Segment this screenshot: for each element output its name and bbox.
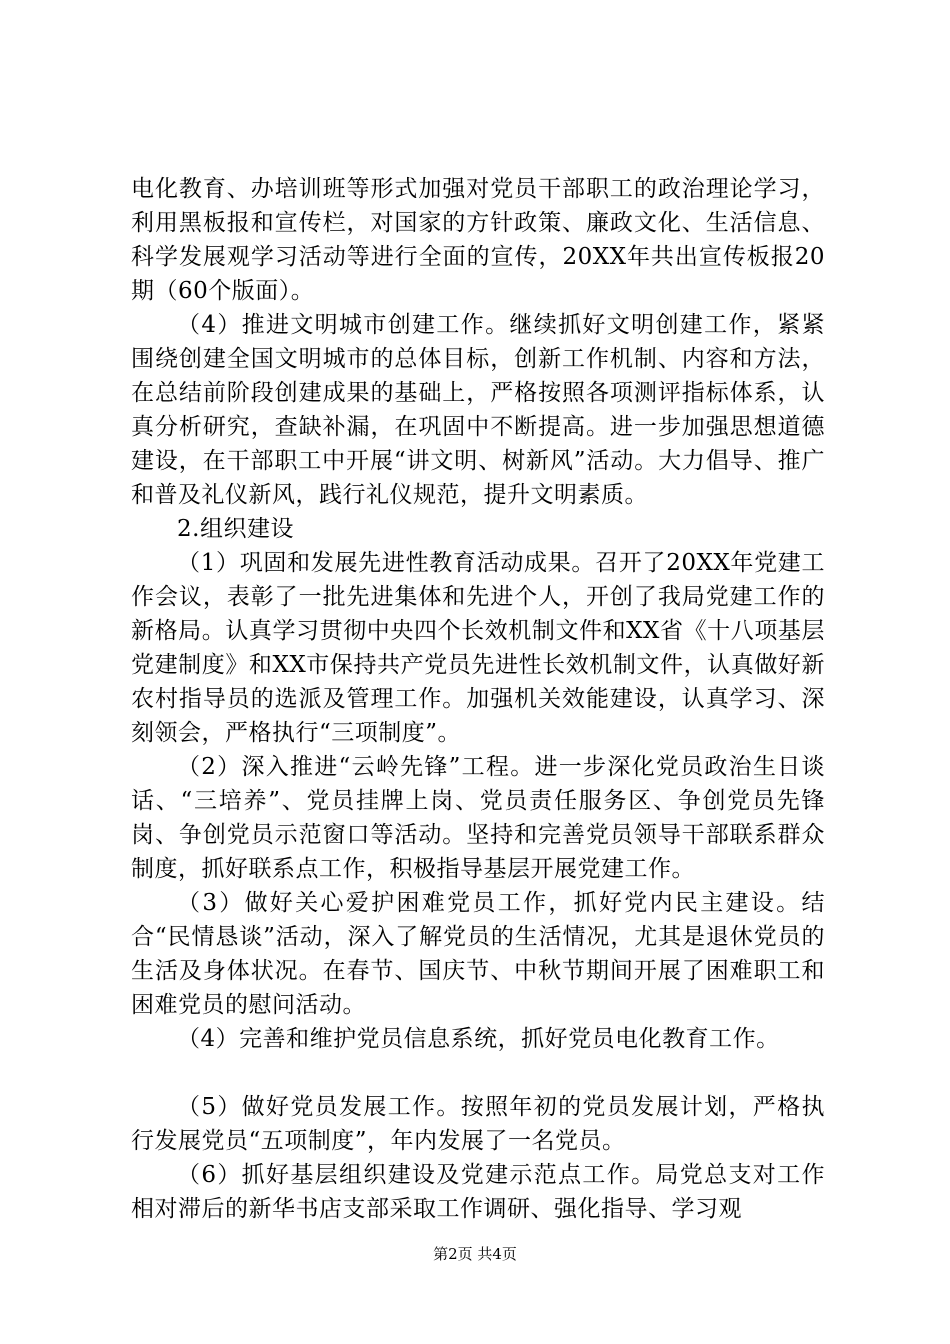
paragraph-item-6: （6）抓好基层组织建设及党建示范点工作。局党总支对工作相对滞后的新华书店支部采取工作调研、强化指导、学习观 <box>131 1162 825 1222</box>
paragraph-civilized-city: （4）推进文明城市创建工作。继续抓好文明创建工作，紧紧围绕创建全国文明城市的总体目标，创新工作机制、内容和方法，在总结前阶段创建成果的基础上，严格按照各项测评指标体系，认真分析研究，查缺补漏，在巩固中不断提高。进一步加强思想道德建设，在干部职工中开展“讲文明、树新风”活动。大力倡导、推广和普及礼仪新风，践行礼仪规范，提升文明素质。 <box>131 312 825 508</box>
section-heading-organization: 2.组织建设 <box>177 516 294 542</box>
blank-line <box>131 1056 825 1090</box>
paragraph-item-1: （1）巩固和发展先进性教育活动成果。召开了20XX年党建工作会议，表彰了一批先进集体和先进个人，开创了我局党建工作的新格局。认真学习贯彻中央四个长效机制文件和XX省《十八项基层党建制度》和XX市保持共产党员先进性长效机制文件，认真做好新农村指导员的选派及管理工作。加强机关效能建设，认真学习、深刻领会，严格执行“三项制度”。 <box>131 550 825 746</box>
page-footer: 第2页 共4页 <box>433 1245 517 1263</box>
paragraph-item-3: （3）做好关心爱护困难党员工作，抓好党内民主建设。结合“民情恳谈”活动，深入了解党员的生活情况，尤其是退休党员的生活及身体状况。在春节、国庆节、中秋节期间开展了困难职工和困难党员的慰问活动。 <box>131 890 825 1018</box>
paragraph-item-4: （4）完善和维护党员信息系统，抓好党员电化教育工作。 <box>177 1026 780 1052</box>
paragraph-item-5: （5）做好党员发展工作。按照年初的党员发展计划，严格执行发展党员“五项制度”，年内发展了一名党员。 <box>131 1094 825 1154</box>
paragraph-continuation: 电化教育、办培训班等形式加强对党员干部职工的政治理论学习，利用黑板报和宣传栏，对国家的方针政策、廉政文化、生活信息、科学发展观学习活动等进行全面的宣传，20XX年共出宣传板报20期（60个版面）。 <box>131 176 825 304</box>
paragraph-item-2: （2）深入推进“云岭先锋”工程。进一步深化党员政治生日谈话、“三培养”、党员挂牌上岗、党员责任服务区、争创党员先锋岗、争创党员示范窗口等活动。坚持和完善党员领导干部联系群众制度，抓好联系点工作，积极指导基层开展党建工作。 <box>131 754 825 882</box>
document-body <box>131 172 825 1226</box>
